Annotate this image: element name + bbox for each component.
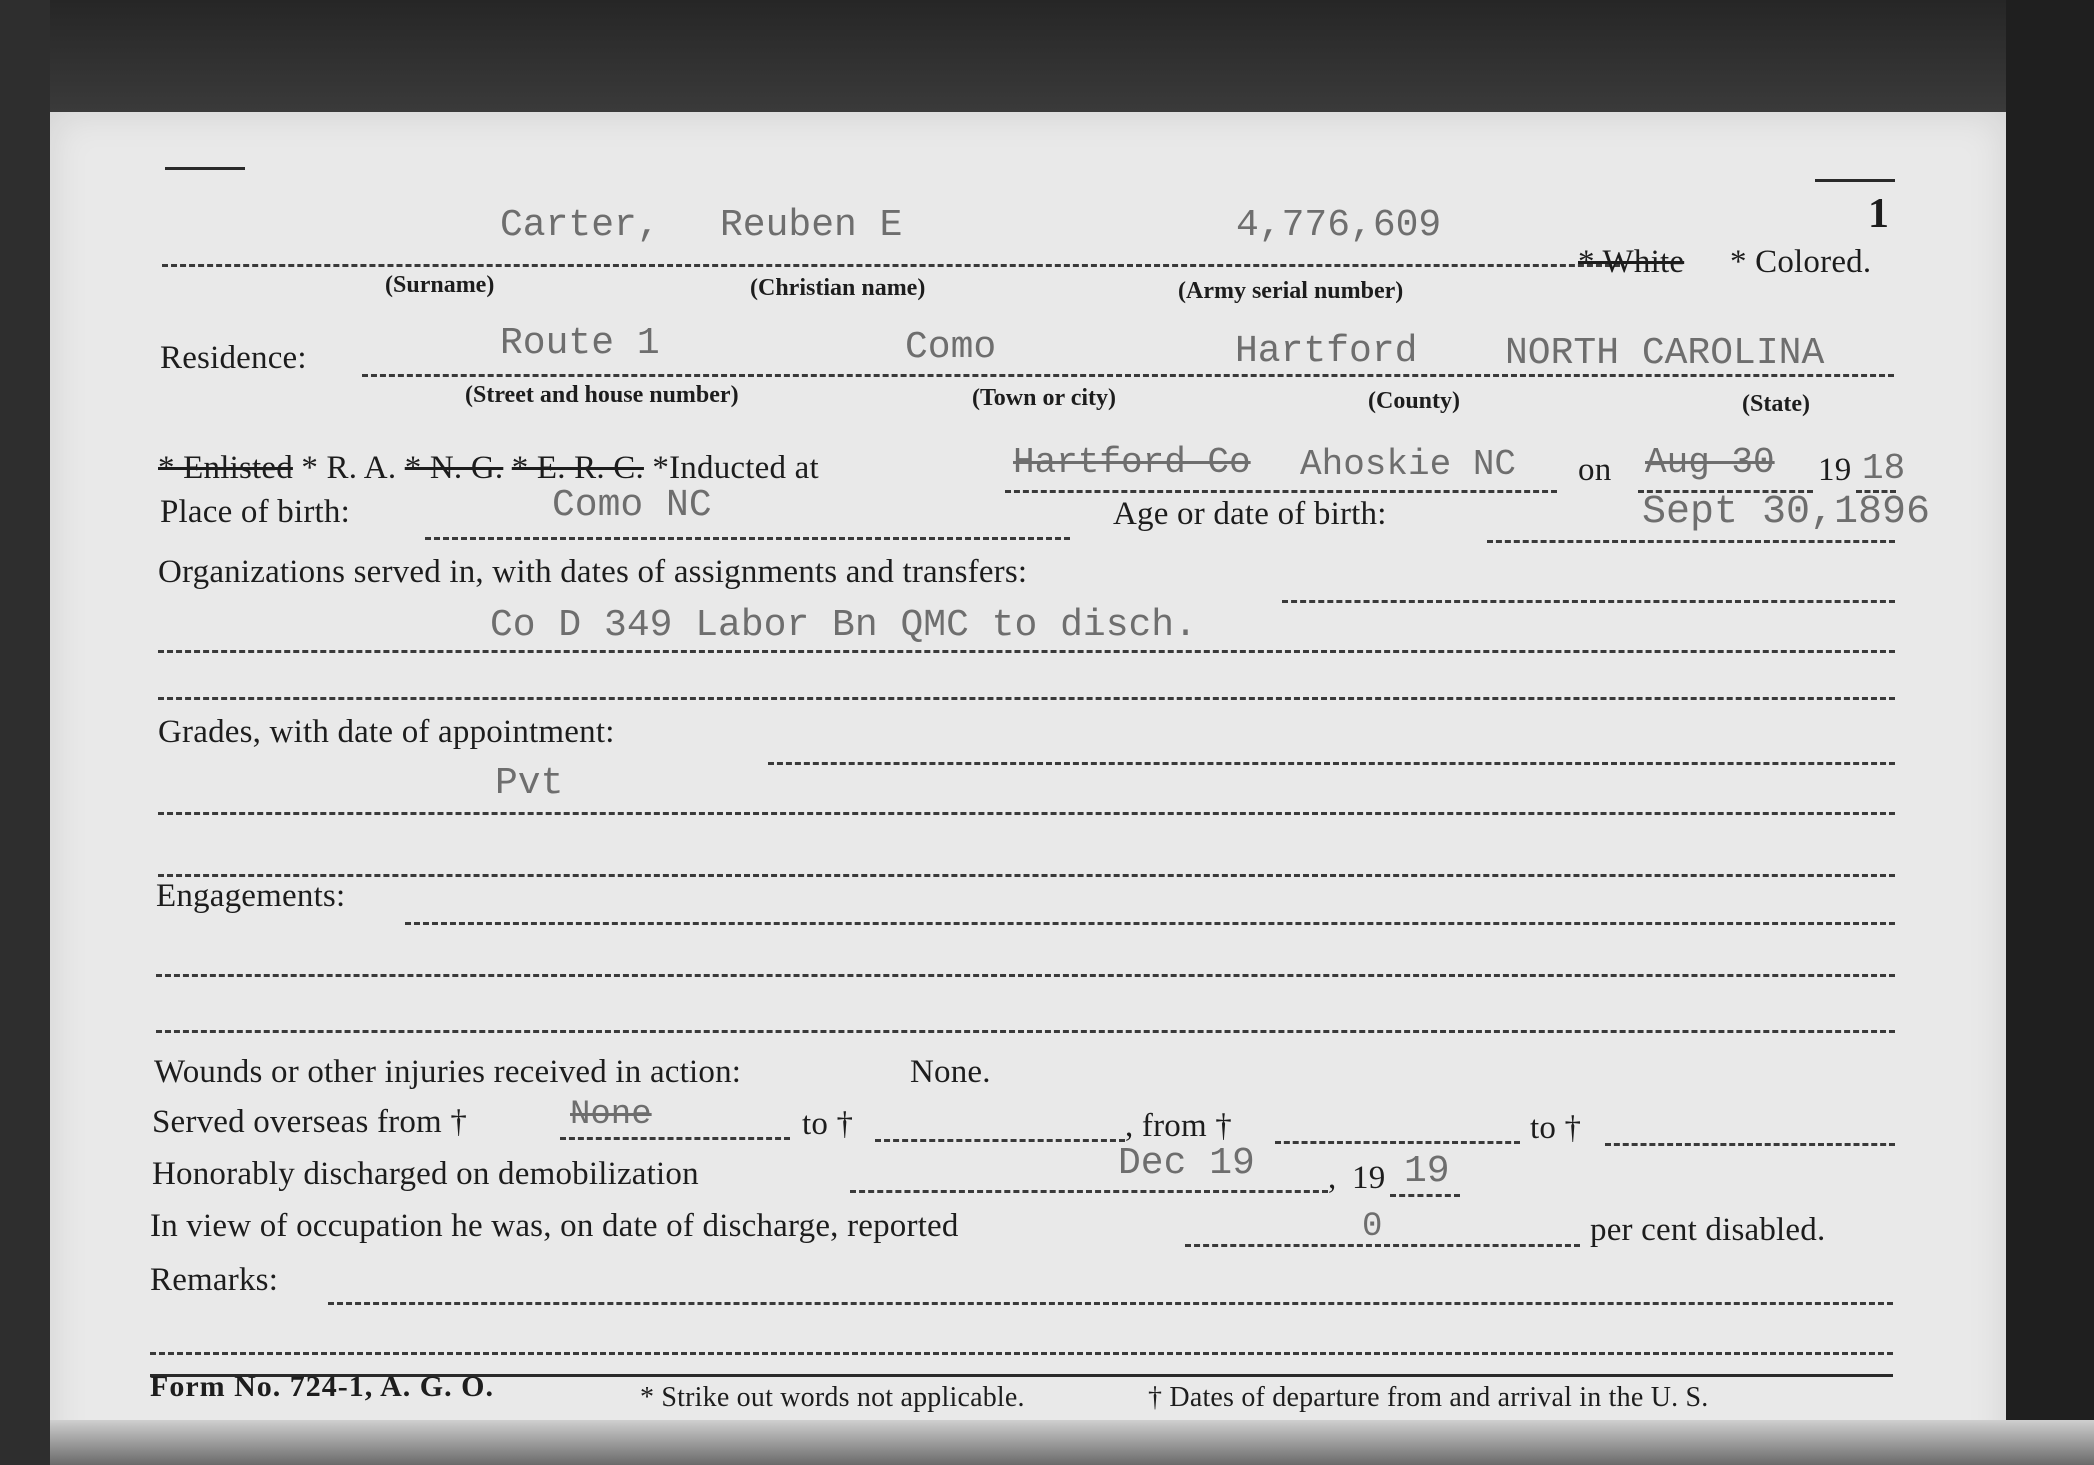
engagements-label: Engagements: [156, 878, 346, 914]
discharge-comma: , [1328, 1160, 1337, 1196]
enlisted-option: * Enlisted [158, 450, 293, 486]
organizations-line-3 [158, 697, 1895, 700]
scan-background-right [2006, 0, 2094, 1465]
induction-year-prefix: 19 [1818, 452, 1852, 488]
grades-line-3 [158, 874, 1895, 877]
overseas-to-1: to † [802, 1106, 854, 1142]
overseas-to-2-line [1605, 1143, 1895, 1146]
card-number: 1 [1868, 191, 1890, 237]
remarks-label: Remarks: [150, 1262, 279, 1298]
scan-background-top [0, 0, 2094, 112]
induction-place-line [1005, 490, 1557, 493]
dates-note: † Dates of departure from and arrival in the U. S. [1148, 1382, 1709, 1413]
induction-place-2: Ahoskie NC [1300, 444, 1517, 485]
disability-suffix: per cent disabled. [1590, 1212, 1826, 1248]
caption-town: (Town or city) [972, 385, 1116, 411]
name-line [162, 264, 1620, 267]
discharge-year-prefix: 19 [1352, 1160, 1386, 1196]
ra-option: * R. A. [301, 450, 397, 486]
on-label: on [1578, 452, 1612, 488]
race-white [1578, 244, 1684, 281]
caption-state: (State) [1742, 391, 1810, 417]
race-colored: * Colored. [1730, 244, 1872, 280]
inducted-label: *Inducted at [652, 450, 819, 486]
overseas-value: None [570, 1096, 652, 1134]
overseas-from-2: , from † [1125, 1108, 1232, 1144]
residence-line [362, 374, 1894, 377]
remarks-line-1 [328, 1302, 1893, 1305]
caption-serial: (Army serial number) [1178, 278, 1404, 304]
organizations-line-2 [158, 650, 1895, 653]
disability-line [1185, 1244, 1580, 1247]
residence-street: Route 1 [500, 322, 660, 365]
birthdate-label: Age or date of birth: [1113, 496, 1387, 532]
caption-surname: (Surname) [385, 272, 495, 298]
discharge-date: Dec 19 [1118, 1142, 1255, 1185]
enlistment-options [158, 450, 819, 487]
grades-label: Grades, with date of appointment: [158, 714, 615, 750]
number-rule [1815, 179, 1895, 182]
induction-date: Aug 30 [1645, 442, 1775, 483]
birthdate-line [1487, 540, 1895, 543]
wounds-value: None. [910, 1054, 991, 1090]
race-white-text: * White [1578, 244, 1685, 280]
serial-number-value: 4,776,609 [1236, 204, 1442, 247]
grades-line-1 [768, 762, 1895, 765]
surname-value: Carter, [500, 204, 660, 247]
corner-rule [165, 167, 245, 170]
overseas-from-line [560, 1137, 790, 1140]
overseas-from-2-line [1275, 1141, 1520, 1144]
service-record-card [50, 112, 2006, 1465]
organizations-line-1 [1282, 600, 1895, 603]
discharge-date-line [850, 1190, 1328, 1193]
birthdate-value: Sept 30,1896 [1642, 490, 1931, 535]
engagements-line-2 [156, 974, 1895, 977]
ng-option: * N. G. [404, 450, 504, 486]
remarks-line-2 [150, 1352, 1893, 1355]
grades-value: Pvt [495, 762, 564, 805]
discharge-year-line [1390, 1194, 1460, 1197]
birthplace-line [425, 537, 1070, 540]
discharge-label: Honorably discharged on demobilization [152, 1156, 699, 1192]
scan-background-bottom [50, 1420, 2094, 1465]
engagements-line-1 [405, 922, 1895, 925]
organizations-value: Co D 349 Labor Bn QMC to disch. [490, 604, 1197, 647]
induction-year: 18 [1862, 448, 1906, 489]
residence-state: NORTH CAROLINA [1505, 332, 1825, 375]
organizations-label: Organizations served in, with dates of assignments and transfers: [158, 554, 1028, 590]
induction-place: Hartford Co [1013, 442, 1251, 483]
residence-town: Como [905, 326, 997, 369]
overseas-to-2: to † [1530, 1110, 1582, 1146]
caption-county: (County) [1368, 388, 1461, 414]
birthplace-label: Place of birth: [160, 494, 350, 530]
form-number: Form No. 724-1, A. G. O. [150, 1370, 494, 1403]
residence-label: Residence: [160, 340, 307, 376]
christian-name-value: Reuben E [720, 204, 903, 247]
scan-background-left [0, 0, 50, 1465]
strike-note: * Strike out words not applicable. [640, 1382, 1025, 1413]
overseas-to-line [875, 1139, 1125, 1142]
residence-county: Hartford [1235, 330, 1418, 373]
overseas-label: Served overseas from † [152, 1104, 468, 1140]
engagements-line-3 [156, 1030, 1895, 1033]
wounds-label: Wounds or other injuries received in action: [154, 1054, 742, 1090]
disability-label: In view of occupation he was, on date of discharge, reported [150, 1208, 959, 1244]
caption-street: (Street and house number) [465, 382, 739, 408]
grades-line-2 [158, 812, 1895, 815]
disability-value: 0 [1362, 1208, 1383, 1246]
birthplace-value: Como NC [552, 484, 712, 527]
caption-christian: (Christian name) [750, 275, 926, 301]
discharge-year: 19 [1404, 1150, 1450, 1193]
erc-option: * E. R. C. [511, 450, 644, 486]
